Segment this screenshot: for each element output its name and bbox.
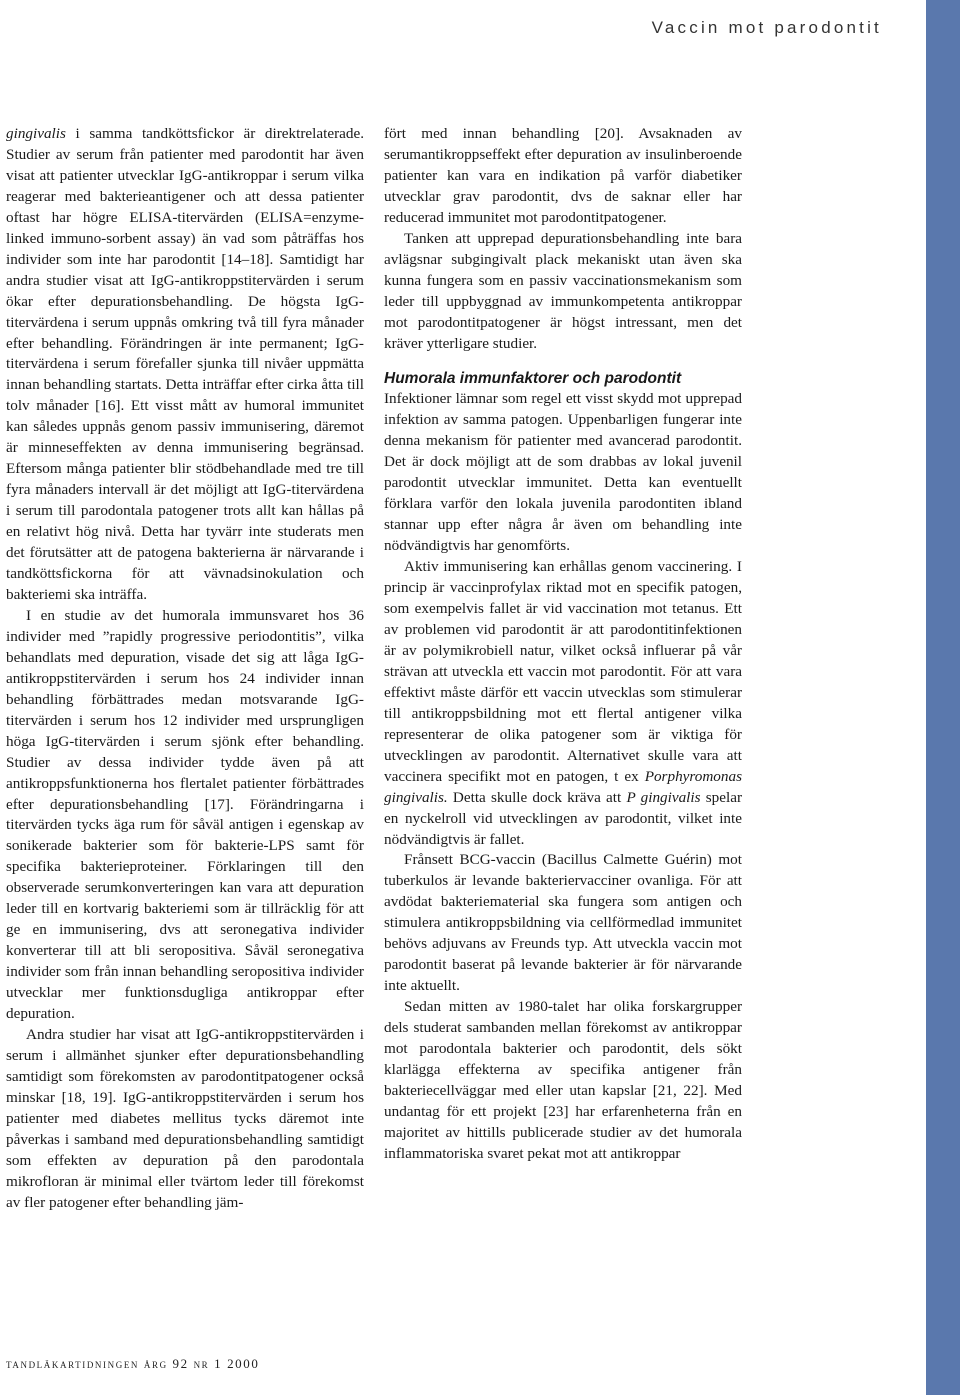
paragraph: Frånsett BCG-vaccin (Bacillus Calmette Guérin) mot tuberkulos är levande bakteriervacciner ovanliga. För att avdödat bakteriematerial ska fungera som antigen och stimulera antikroppsbildning via cellförmedlad immunitet behövs adjuvans av Freunds typ. Att utveckla vaccin mot parodontit baserat på levande bakterier är för närvarande inte aktuellt. xyxy=(384,851,742,995)
section-subheading: Humorala immunfaktorer och parodontit xyxy=(384,370,682,388)
paragraph xyxy=(384,557,742,850)
paragraph: I en studie av det humorala immunsvaret hos 36 individer med ”rapidly progressive periodontitis”, vilka behandlats med depuration, visade det sig att låga IgG-antikroppstitervärden i serum hos 24 individer innan behandling förbättrades medan motsvarande IgG-titervärden i serum hos 12 individer med ursprungligen höga IgG-titervärden i serum sjönk efter behandling. Studier av dessa individer tydde även på att antikroppsfunktionerna hos flertalet patienter förbättrades efter depurationsbehandling [17]. Förändringarna i titervärden tycks äga rum för såväl antigen i egenskap av sonikerade bakterier som för bakterie-LPS samt för specifika bakterieproteiner. Förklaringen till den observerade serumkonverteringen kan vara att depuration leder till en kortvarig bakteriemi som är tillräcklig för att ge en immunisering, dvs att seronegativa individer konverterar till att bli seropositiva. Såväl seronegativa individer som från innan behandling seropositiva individer utvecklar mer funktionsdugliga antikroppar efter depuration. xyxy=(6,606,364,1023)
journal-footer: tandläkartidningen årg 92 nr 1 2000 xyxy=(6,1356,260,1371)
italic-species: P gingivalis xyxy=(626,788,701,806)
italic-species: Porphyromonas gingivalis. xyxy=(384,767,742,806)
paragraph-text: i samma tandköttsfickor är direktrelaterade. Studier av serum från patienter med parodontit har även visat att patienter utvecklar IgG-antikroppar i serum vilka reagerar med bakterieantigener och att dessa patienter oftast har högre ELISA-titervärden (ELISA=enzyme-linked immuno-sorbent assay) än vad som påträffas hos individer som inte har parodontit [14–18]. Samtidigt har andra studier visat att IgG-antikroppstitervärden i serum ökar efter depurationsbehandling. De högsta IgG-titervärdena i serum uppnås omkring två till fyra månader efter behandling. Förändringen är inte permanent; IgG-titervärdena i serum förefaller sjunka till nivåer uppmätta innan behandling startats. Detta inträffar efter cirka åtta till tolv månader [16]. Ett visst mått av humoral immunitet kan således uppnås genom passiv immunisering, däremot är minneseffekten av denna immunisering begränsad. Eftersom många patienter blir stödbehandlade med tre till fyra månaders intervall är det möjligt att IgG-titervärdena i serum till parodontala patogener trots allt kan hållas på en relativt hög nivå. Detta har tyvärr inte studerats men det förutsätter att de patogena bakterierna är närvarande i tandköttsfickorna för att vävnadsinokulation och bakteriemi ska inträffa. xyxy=(6,125,364,603)
paragraph xyxy=(6,124,364,606)
paragraph-text: spelar en nyckelroll vid utvecklingen av parodontit, vilket inte nödvändigtvis är fallet. xyxy=(384,788,742,848)
running-header-title: Vaccin mot parodontit xyxy=(651,18,882,37)
paragraph: Sedan mitten av 1980-talet har olika forskargrupper dels studerat sambanden mellan förekomst av antikroppar mot parodontala bakterier och parodontit, dels sökt klarlägga effekterna av specifika antigener från bakteriecellväggar med eller utan kapslar [21, 22]. Med undantag för ett projekt [23] har erfarenheterna från en majoritet av hittills publicerade studier av det humorala inflammatoriska svaret pekat mot att antikroppar xyxy=(384,998,742,1162)
paragraph: Tanken att upprepad depurationsbehandling inte bara avlägsnar subgingivalt plack mekaniskt utan även ska kunna fungera som en passiv vaccinationsmekanism som leder till uppbyggnad av immunkompetenta antikroppar mot parodontitpatogener är högst intressant, men det kräver ytterligare studier. xyxy=(384,229,742,352)
sidebar-color-stripe xyxy=(926,0,960,1395)
italic-term: gingivalis xyxy=(6,125,66,142)
paragraph-text: Detta skulle dock kräva att xyxy=(447,788,627,806)
paragraph: fört med innan behandling [20]. Avsaknaden av serumantikroppseffekt efter depuration av insulinberoende patienter kan vara en indikation på varför diabetiker utvecklar grav parodontit, dvs de saknar eller har reducerad immunitet mot parodontitpatogener. xyxy=(384,125,742,226)
paragraph: Andra studier har visat att IgG-antikroppstitervärden i serum i allmänhet sjunker efter depurationsbehandling samtidigt som förekomsten av parodontitpatogener också minskar [18, 19]. IgG-antikroppstitervärden i serum hos patienter med diabetes mellitus tycks däremot inte påverkas i samband med depurationsbehandling samtidigt som effekten av depuration på den parodontala mikrofloran är minimal eller tvärtom leder till förekomst av fler patogener efter behandling jäm- xyxy=(6,1025,364,1211)
left-text-column xyxy=(6,124,364,1214)
paragraph-text: Aktiv immunisering kan erhållas genom vaccinering. I princip är vaccinprofylax riktad mot en specifik patogen, som exempelvis fallet är vid vaccination mot tetanus. Ett av problemen vid parodontit är att parodontitinfektionen är av polymikrobiell natur, vilket också influerar på vår strävan att utveckla ett vaccin mot parodontit. För att vara effektivt måste därför ett vaccin utvecklas som stimulerar till antikroppsbildning mot ett flertal antigener vilka representerar de olika patogener som är viktiga för utvecklingen av parodontit. Alternativet skulle vara att vaccinera specifikt mot en patogen, t ex xyxy=(384,558,742,785)
right-text-column xyxy=(384,124,742,1165)
paragraph: Infektioner lämnar som regel ett visst skydd mot upprepad infektion av samma patogen. Uppenbarligen fungerar inte denna mekanism för patienter med avancerad parodontit. Det är dock möjligt att de som drabbas av lokal juvenil parodontit utvecklar immunitet. Detta kan eventuellt förklara varför den lokala juvenila parodontiten ibland stannar upp efter några år även om behandling inte nödvändigtvis har genomförts. xyxy=(384,390,742,555)
